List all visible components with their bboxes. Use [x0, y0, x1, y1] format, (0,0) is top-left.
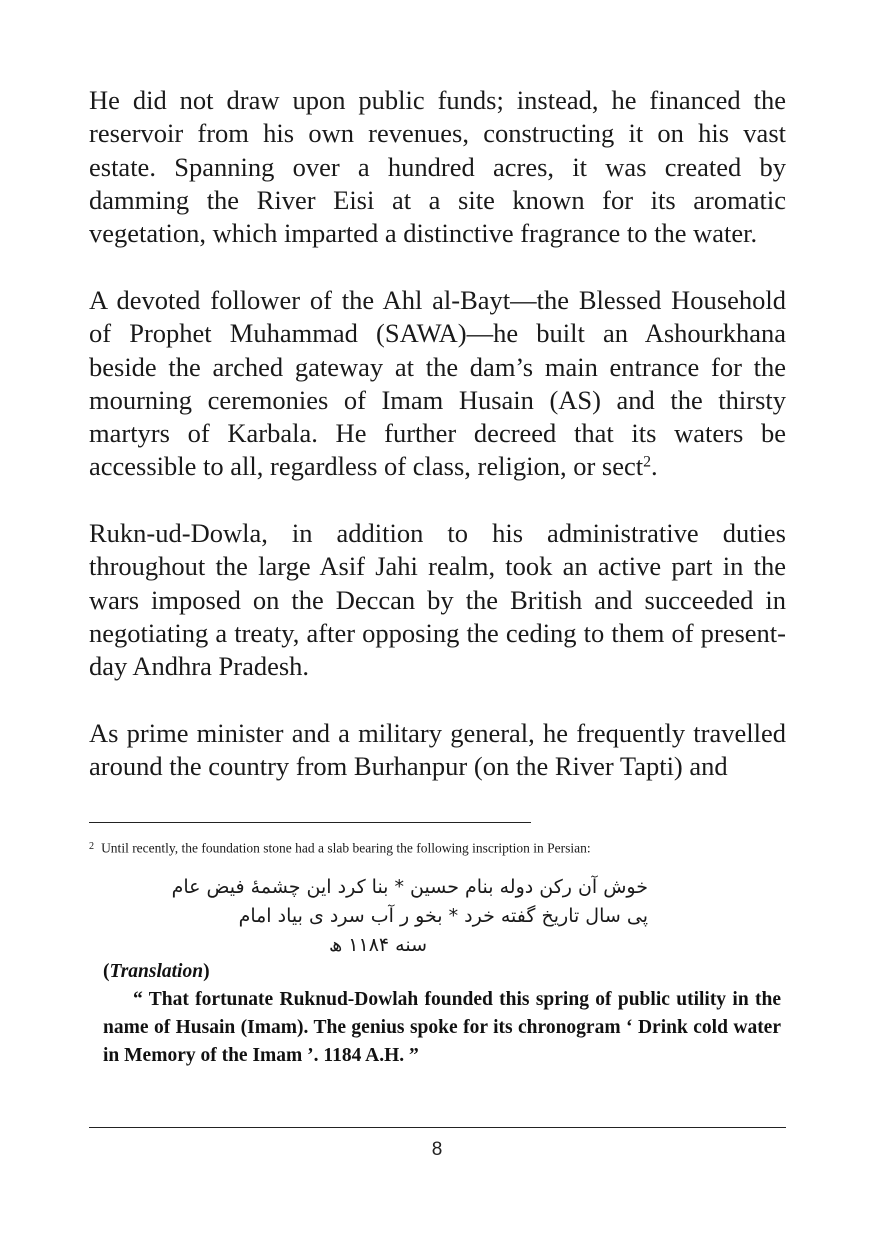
- persian-line: خوش آن رکن دوله بنام حسین * بنا کرد این چشمۀ فیض عام: [171, 876, 648, 898]
- footnote: [89, 838, 786, 858]
- body-paragraph: [89, 284, 786, 484]
- footnote-number: 2: [89, 841, 95, 852]
- footnote-text: Until recently, the foundation stone had a slab bearing the following inscription in Persian:: [101, 840, 591, 856]
- translation-label: Translation: [109, 961, 204, 982]
- body-paragraph: He did not draw upon public funds; instead, he financed the reservoir from his own revenues, constructing it on his vast estate. Spanning over a hundred acres, it was created by damming the River Eisi at a site known for its aromatic vegetation, which imparted a distinctive fragrance to the water.: [89, 85, 786, 249]
- page-number: 8: [431, 1139, 443, 1160]
- body-paragraph: Rukn-ud-Dowla, in addition to his administrative duties throughout the large Asif Jahi realm, took an active part in the wars imposed on the Deccan by the British and succeeded in negotiating a treaty, after opposing the ceding to them of present-day Andhra Pradesh.: [89, 518, 786, 682]
- persian-year-line: سنه ۱۱۸۴ ھ: [328, 934, 428, 956]
- bottom-rule: [89, 1127, 786, 1128]
- paragraph-end: .: [651, 451, 658, 482]
- translation-block: [103, 958, 781, 1070]
- persian-line: پی سال تاریخ گفته خرد * بخو ر آب سرد ی بیاد امام: [238, 905, 648, 927]
- body-paragraph: As prime minister and a military general, he frequently travelled around the country from Burhanpur (on the River Tapti) and: [89, 718, 786, 782]
- footnote-separator: [89, 822, 531, 823]
- translation-text: “ That fortunate Ruknud-Dowlah founded this spring of public utility in the name of Husain (Imam). The genius spoke for its chronogram ‘ Drink cold water in Memory of the Imam ’. 1184 A.H. ”: [103, 989, 781, 1066]
- translation-heading: (Translation): [103, 961, 210, 982]
- persian-inscription: [118, 873, 648, 960]
- footnote-reference[interactable]: 2: [643, 453, 652, 471]
- paragraph-text: A devoted follower of the Ahl al-Bayt—the Blessed Household of Prophet Muhammad (SAWA)—he built an Ashourkhana beside the arched gateway at the dam’s main entrance for the mourning ceremonies of Imam Husain (AS) and the thirsty martyrs of Karbala. He further decreed that its waters be accessible to all, regardless of class, religion, or sect: [89, 285, 786, 482]
